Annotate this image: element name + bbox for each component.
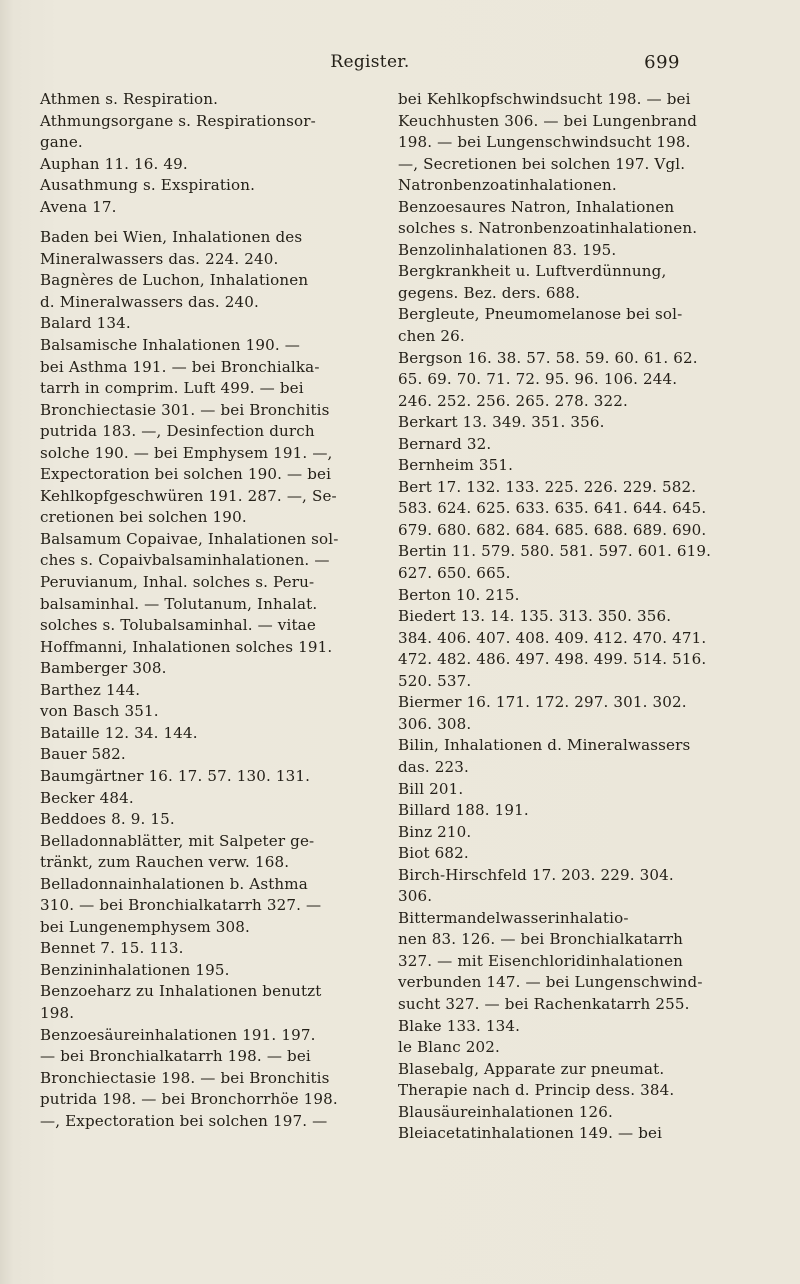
- index-entry-line: 627. 650. 665.: [398, 564, 511, 583]
- index-column-left: [40, 89, 370, 1132]
- index-column-right: [398, 89, 734, 1145]
- index-entry-line: —, Secretionen bei solchen 197. Vgl.: [398, 154, 686, 173]
- index-entry-line: Natronbenzoatinhalationen.: [398, 176, 617, 195]
- index-entry: [398, 240, 734, 262]
- index-entry-line: putrida 198. — bei Bronchorrhöe 198.: [40, 1090, 338, 1109]
- index-entry-line: gane.: [40, 133, 83, 152]
- index-entry-line: nen 83. 126. — bei Bronchialkatarrh: [398, 930, 684, 949]
- index-entry: [398, 304, 734, 347]
- index-entry-line: Benzoeharz zu Inhalationen benutzt: [40, 982, 322, 1001]
- index-entry: [398, 197, 734, 240]
- index-entry-line: 520. 537.: [398, 671, 472, 690]
- index-entry-line: 679. 680. 682. 684. 685. 688. 689. 690.: [398, 520, 707, 539]
- index-entry: [398, 1102, 734, 1124]
- index-entry: [40, 831, 370, 874]
- page-header: [0, 52, 800, 78]
- index-entry-line: Bernheim 351.: [398, 456, 514, 475]
- index-entry: [40, 335, 370, 529]
- index-entry-line: putrida 183. —, Desinfection durch: [40, 422, 315, 441]
- index-entry: [398, 865, 734, 908]
- index-entry: [40, 766, 370, 788]
- index-entry-line: Athmungsorgane s. Respirationsor-: [40, 111, 316, 130]
- index-entry-line: Bronchiectasie 198. — bei Bronchitis: [40, 1068, 330, 1087]
- index-entry: [40, 874, 370, 939]
- index-entry-line: Bernard 32.: [398, 434, 492, 453]
- index-entry-line: 306. 308.: [398, 714, 472, 733]
- index-entry-line: Peruvianum, Inhal. solches s. Peru-: [40, 573, 315, 592]
- index-entry-line: Ausathmung s. Exspiration.: [40, 176, 256, 195]
- index-entry: [398, 800, 734, 822]
- index-entry-line: Barthez 144.: [40, 680, 141, 699]
- index-entry: [398, 1123, 734, 1145]
- index-entry: [40, 313, 370, 335]
- index-entry-line: bei Lungenemphysem 308.: [40, 917, 251, 936]
- index-entry: [398, 735, 734, 778]
- index-entry-line: solche 190. — bei Emphysem 191. —,: [40, 443, 333, 462]
- index-entry: [398, 348, 734, 413]
- index-entry-line: Bill 201.: [398, 779, 464, 798]
- index-entry: [398, 779, 734, 801]
- index-entry: [40, 175, 370, 197]
- index-entry-line: Bertin 11. 579. 580. 581. 597. 601. 619.: [398, 542, 712, 561]
- index-entry-line: Bauer 582.: [40, 745, 126, 764]
- index-entry-line: das. 223.: [398, 757, 469, 776]
- index-entry: [398, 1037, 734, 1059]
- index-entry-line: Benzolinhalationen 83. 195.: [398, 240, 617, 259]
- index-entry-line: bei Asthma 191. — bei Bronchialka-: [40, 357, 320, 376]
- index-entry-line: Belladonnainhalationen b. Asthma: [40, 874, 308, 893]
- index-entry: [398, 477, 734, 542]
- index-entry-line: Binz 210.: [398, 822, 472, 841]
- index-entry-line: Bataille 12. 34. 144.: [40, 723, 198, 742]
- index-entry-line: chen 26.: [398, 327, 465, 346]
- index-entry-line: Bleiacetatinhalationen 149. — bei: [398, 1124, 663, 1143]
- index-entry-line: verbunden 147. — bei Lungenschwind-: [398, 973, 703, 992]
- index-entry-line: Bamberger 308.: [40, 659, 167, 678]
- index-entry-line: —, Expectoration bei solchen 197. —: [40, 1111, 328, 1130]
- index-entry-line: Mineralwassers das. 224. 240.: [40, 249, 279, 268]
- index-entry-line: Bergson 16. 38. 57. 58. 59. 60. 61. 62.: [398, 348, 698, 367]
- index-entry-line: le Blanc 202.: [398, 1038, 501, 1057]
- index-entry-line: Berkart 13. 349. 351. 356.: [398, 413, 605, 432]
- index-entry-line: Balard 134.: [40, 314, 131, 333]
- index-entry-line: 198.: [40, 1003, 75, 1022]
- index-entry-line: solches s. Natronbenzoatinhalationen.: [398, 219, 698, 238]
- index-entry: [40, 658, 370, 680]
- index-entry-line: tarrh in comprim. Luft 499. — bei: [40, 379, 304, 398]
- index-entry: [40, 938, 370, 960]
- index-entry-line: Birch-Hirschfeld 17. 203. 229. 304.: [398, 865, 674, 884]
- index-entry-line: Expectoration bei solchen 190. — bei: [40, 465, 332, 484]
- index-entry: [398, 1059, 734, 1102]
- index-entry-line: Blasebalg, Apparate zur pneumat.: [398, 1059, 665, 1078]
- index-entry-line: Benzininhalationen 195.: [40, 960, 230, 979]
- index-entry-line: solches s. Tolubalsaminhal. — vitae: [40, 616, 316, 635]
- index-entry-line: bei Kehlkopfschwindsucht 198. — bei: [398, 90, 691, 108]
- index-entry-line: 246. 252. 256. 265. 278. 322.: [398, 391, 628, 410]
- index-entry-line: 583. 624. 625. 633. 635. 641. 644. 645.: [398, 499, 707, 518]
- index-entry-line: Benzoesaures Natron, Inhalationen: [398, 197, 675, 216]
- index-entry: [40, 197, 370, 219]
- index-entry-line: Billard 188. 191.: [398, 801, 529, 820]
- index-entry-line: Bergleute, Pneumomelanose bei sol-: [398, 305, 683, 324]
- index-entry: [40, 723, 370, 745]
- index-entry-line: 198. — bei Lungenschwindsucht 198.: [398, 133, 691, 152]
- index-entry-line: Blake 133. 134.: [398, 1016, 521, 1035]
- index-entry-line: von Basch 351.: [40, 702, 159, 721]
- index-entry: [40, 981, 370, 1024]
- index-entry: [40, 270, 370, 313]
- index-entry-line: Beddoes 8. 9. 15.: [40, 810, 175, 829]
- index-entry-line: Auphan 11. 16. 49.: [40, 154, 188, 173]
- index-entry-line: Balsamische Inhalationen 190. —: [40, 336, 300, 355]
- index-entry-continuation: [398, 89, 734, 197]
- index-entry-line: Hoffmanni, Inhalationen solches 191.: [40, 637, 333, 656]
- index-entry-line: Bagnères de Luchon, Inhalationen: [40, 271, 309, 290]
- index-entry-line: 472. 482. 486. 497. 498. 499. 514. 516.: [398, 650, 707, 669]
- index-entry-line: Bennet 7. 15. 113.: [40, 939, 184, 958]
- index-entry-line: Berton 10. 215.: [398, 585, 520, 604]
- index-entry-line: 306.: [398, 887, 433, 906]
- index-entry-line: balsaminhal. — Tolutanum, Inhalat.: [40, 594, 318, 613]
- index-entry: [398, 434, 734, 456]
- index-entry: [398, 261, 734, 304]
- page-number: 699: [644, 52, 680, 73]
- index-entry-line: Therapie nach d. Princip dess. 384.: [398, 1081, 675, 1100]
- index-entry: [398, 692, 734, 735]
- index-entry-line: d. Mineralwassers das. 240.: [40, 292, 259, 311]
- index-entry: [40, 960, 370, 982]
- index-entry: [40, 111, 370, 154]
- index-entry: [398, 585, 734, 607]
- index-entry-line: Bronchiectasie 301. — bei Bronchitis: [40, 400, 330, 419]
- index-entry-line: Baumgärtner 16. 17. 57. 130. 131.: [40, 766, 311, 785]
- index-entry-line: ches s. Copaivbalsaminhalationen. —: [40, 551, 330, 570]
- index-entry: [398, 606, 734, 692]
- index-entry-line: Benzoesäureinhalationen 191. 197.: [40, 1025, 316, 1044]
- index-entry: [40, 788, 370, 810]
- index-entry-line: — bei Bronchialkatarrh 198. — bei: [40, 1047, 311, 1066]
- index-entry-line: Bergkrankheit u. Luftverdünnung,: [398, 262, 667, 281]
- index-entry: [398, 908, 734, 1016]
- index-entry-line: Biedert 13. 14. 135. 313. 350. 356.: [398, 607, 672, 626]
- index-entry-line: Bittermandelwasserinhalatio-: [398, 908, 629, 927]
- index-entry-line: Bert 17. 132. 133. 225. 226. 229. 582.: [398, 477, 697, 496]
- index-entry: [40, 744, 370, 766]
- index-entry: [40, 227, 370, 270]
- index-entry: [398, 412, 734, 434]
- index-entry-line: Balsamum Copaivae, Inhalationen sol-: [40, 529, 339, 548]
- index-entry: [40, 529, 370, 658]
- running-head-title: Register.: [330, 52, 410, 72]
- index-entry-line: cretionen bei solchen 190.: [40, 508, 247, 527]
- index-entry: [398, 843, 734, 865]
- index-entry: [398, 1016, 734, 1038]
- index-entry: [40, 1025, 370, 1133]
- index-entry: [40, 809, 370, 831]
- index-entry-line: Belladonnablätter, mit Salpeter ge-: [40, 831, 315, 850]
- index-entry-line: Blausäureinhalationen 126.: [398, 1102, 614, 1121]
- index-entry: [398, 455, 734, 477]
- index-entry-line: 384. 406. 407. 408. 409. 412. 470. 471.: [398, 628, 707, 647]
- index-entry-line: Athmen s. Respiration.: [40, 90, 219, 108]
- index-entry-line: Biermer 16. 171. 172. 297. 301. 302.: [398, 693, 687, 712]
- index-entry-line: Baden bei Wien, Inhalationen des: [40, 228, 303, 247]
- index-entry: [40, 89, 370, 111]
- index-entry-line: Biot 682.: [398, 844, 469, 863]
- index-entry-line: Keuchhusten 306. — bei Lungenbrand: [398, 111, 698, 130]
- index-entry: [398, 541, 734, 584]
- index-entry: [40, 701, 370, 723]
- index-entry: [40, 680, 370, 702]
- index-entry-line: 65. 69. 70. 71. 72. 95. 96. 106. 244.: [398, 370, 678, 389]
- index-entry: [40, 154, 370, 176]
- index-entry: [398, 822, 734, 844]
- index-entry-line: Avena 17.: [40, 197, 117, 216]
- index-entry-line: 310. — bei Bronchialkatarrh 327. —: [40, 896, 322, 915]
- index-entry-line: Kehlkopfgeschwüren 191. 287. —, Se-: [40, 486, 337, 505]
- index-entry-line: Becker 484.: [40, 788, 134, 807]
- index-entry-line: tränkt, zum Rauchen verw. 168.: [40, 853, 290, 872]
- index-entry-line: Bilin, Inhalationen d. Mineralwassers: [398, 736, 691, 755]
- index-entry-line: gegens. Bez. ders. 688.: [398, 283, 581, 302]
- index-entry-line: sucht 327. — bei Rachenkatarrh 255.: [398, 994, 690, 1013]
- index-entry-line: 327. — mit Eisenchloridinhalationen: [398, 951, 684, 970]
